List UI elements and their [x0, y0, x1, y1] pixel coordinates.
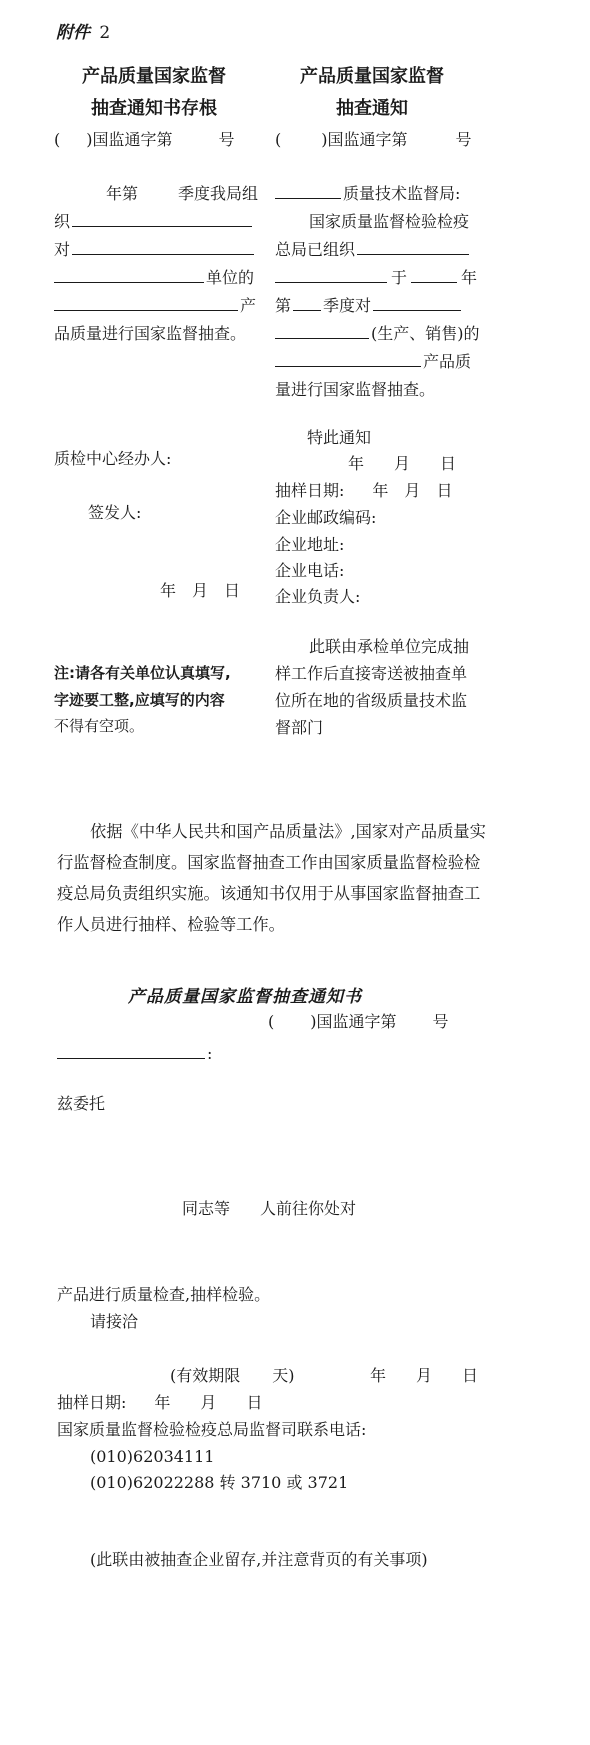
- left-date: [160, 581, 240, 601]
- date-year: 年: [348, 454, 365, 473]
- right-line-5a: 第: [275, 296, 292, 315]
- left-line-2-text: 织: [54, 212, 71, 231]
- blank-field[interactable]: [275, 268, 387, 283]
- blank-field[interactable]: [411, 268, 457, 283]
- right-sample-date: [275, 481, 452, 501]
- left-line-2: [54, 212, 252, 232]
- notice-phone-2: (010)62022288 转 3710 或 3721: [90, 1473, 349, 1492]
- basis-line-2: 行监督检查制度。国家监督抽查工作由国家质量监督检验检: [57, 853, 481, 872]
- notice-addressee: [57, 1044, 212, 1064]
- right-note-4: 督部门: [275, 718, 324, 737]
- blank-field[interactable]: [275, 324, 369, 339]
- left-line-6: 品质量进行国家监督抽查。: [54, 324, 247, 343]
- right-line-6-text: (生产、销售)的: [371, 324, 480, 343]
- doc-number-open: (: [268, 1012, 275, 1031]
- date-month: 月: [200, 1393, 217, 1412]
- right-line-5b: 季度对: [323, 296, 372, 315]
- date-year: 年: [372, 481, 389, 500]
- right-note-2: 样工作后直接寄送被抽查单: [275, 664, 468, 683]
- left-issuer: 签发人:: [88, 503, 142, 522]
- addressee-colon: :: [207, 1044, 213, 1063]
- left-line-1b: 季度我局组: [178, 184, 259, 203]
- left-title-line2: 抽查通知书存根: [91, 98, 217, 119]
- right-line-7-text: 产品质: [423, 352, 472, 371]
- blank-field[interactable]: [72, 212, 252, 227]
- notice-phone-1: (010)62034111: [90, 1447, 215, 1466]
- basis-line-1: 依据《中华人民共和国产品质量法》,国家对产品质量实: [90, 822, 486, 841]
- notice-footer: (此联由被抽查企业留存,并注意背页的有关事项): [90, 1550, 428, 1569]
- doc-number-text: )国监通字第: [310, 1012, 397, 1031]
- date-month: 月: [192, 581, 209, 600]
- right-line-4: [275, 268, 477, 288]
- right-line-4a: 于: [391, 268, 408, 287]
- sample-date-label: 抽样日期:: [57, 1393, 127, 1412]
- doc-number-open: (: [275, 130, 282, 149]
- notice-product: 产品进行质量检查,抽样检验。: [57, 1285, 271, 1304]
- left-handler: 质检中心经办人:: [54, 449, 172, 468]
- left-note-2: 字迹要工整,应填写的内容: [54, 691, 225, 709]
- right-title-line2: 抽查通知: [336, 98, 408, 119]
- date-month: 月: [416, 1366, 433, 1385]
- date-year: 年: [160, 581, 177, 600]
- date-day: 日: [440, 454, 457, 473]
- left-line-3-text: 对: [54, 240, 71, 259]
- blank-field[interactable]: [275, 184, 341, 199]
- blank-field[interactable]: [57, 1044, 205, 1059]
- people-text: 人前往你处对: [260, 1199, 357, 1218]
- basis-line-3: 疫总局负责组织实施。该通知书仅用于从事国家监督抽查工: [57, 884, 481, 903]
- notice-entrust: 兹委托: [57, 1094, 106, 1113]
- date-year: 年: [370, 1366, 387, 1385]
- doc-number-text: )国监通字第: [321, 130, 408, 149]
- blank-field[interactable]: [373, 296, 461, 311]
- blank-field[interactable]: [293, 296, 321, 311]
- notice-date: [370, 1366, 478, 1386]
- blank-field[interactable]: [275, 352, 421, 367]
- attachment-header: [56, 22, 110, 44]
- right-line-1-text: 质量技术监督局:: [343, 184, 461, 203]
- right-line-3: [275, 240, 469, 260]
- right-title-line1: 产品质量国家监督: [300, 66, 444, 87]
- right-person: 企业负责人:: [275, 587, 361, 606]
- left-line-4-text: 单位的: [206, 268, 255, 287]
- right-line-7: [275, 352, 471, 372]
- date-day: 日: [436, 481, 453, 500]
- left-line-5: [54, 296, 256, 316]
- right-address: 企业地址:: [275, 535, 345, 554]
- right-date: [348, 454, 456, 474]
- notice-doc-number: [268, 1012, 449, 1032]
- notice-comrade: [182, 1199, 356, 1219]
- left-doc-number: [54, 130, 235, 150]
- notice-contact: 请接洽: [90, 1312, 139, 1331]
- notice-phone-label: 国家质量监督检验检疫总局监督司联系电话:: [57, 1420, 367, 1439]
- blank-field[interactable]: [72, 240, 254, 255]
- doc-number-hao: 号: [455, 130, 472, 149]
- blank-field[interactable]: [54, 296, 238, 311]
- doc-number-hao: 号: [218, 130, 235, 149]
- left-title-line1: 产品质量国家监督: [82, 66, 226, 87]
- left-line-4: [54, 268, 254, 288]
- notice-validity: [170, 1366, 295, 1386]
- right-special-notice: 特此通知: [307, 428, 372, 447]
- left-line-5-text: 产: [240, 296, 257, 315]
- comrade-text: 同志等: [182, 1199, 231, 1218]
- basis-line-4: 作人员进行抽样、检验等工作。: [57, 915, 285, 934]
- date-year: 年: [154, 1393, 171, 1412]
- blank-field[interactable]: [357, 240, 469, 255]
- notice-title: 产品质量国家监督抽查通知书: [128, 987, 362, 1007]
- right-line-6: [275, 324, 480, 344]
- right-line-8: 量进行国家监督抽查。: [275, 380, 436, 399]
- doc-number-hao: 号: [432, 1012, 449, 1031]
- right-note-1: 此联由承检单位完成抽: [309, 637, 470, 656]
- date-day: 日: [224, 581, 241, 600]
- attachment-number: 2: [99, 23, 111, 43]
- right-line-1: [275, 184, 460, 204]
- sample-date-label: 抽样日期:: [275, 481, 345, 500]
- right-postcode: 企业邮政编码:: [275, 508, 377, 527]
- attachment-label: 附件: [56, 23, 90, 43]
- left-line-1a: 年第: [106, 184, 139, 203]
- blank-field[interactable]: [54, 268, 204, 283]
- right-phone: 企业电话:: [275, 561, 345, 580]
- left-note-3: 不得有空项。: [54, 717, 145, 735]
- left-note-1: 注:请各有关单位认真填写,: [54, 664, 231, 682]
- date-month: 月: [394, 454, 411, 473]
- left-line-3: [54, 240, 254, 260]
- right-line-4b: 年: [461, 268, 478, 287]
- right-line-2: 国家质量监督检验检疫: [309, 212, 470, 231]
- right-doc-number: [275, 130, 472, 150]
- doc-number-text: )国监通字第: [86, 130, 173, 149]
- notice-sample-date: [57, 1393, 262, 1413]
- right-line-5: [275, 296, 461, 316]
- date-month: 月: [404, 481, 421, 500]
- date-day: 日: [462, 1366, 479, 1385]
- doc-number-open: (: [54, 130, 61, 149]
- right-note-3: 位所在地的省级质量技术监: [275, 691, 468, 710]
- validity-open: (有效期限: [170, 1366, 241, 1385]
- left-line-1: [106, 184, 258, 204]
- validity-close: 天): [272, 1366, 295, 1385]
- date-day: 日: [246, 1393, 263, 1412]
- right-line-3-text: 总局已组织: [275, 240, 356, 259]
